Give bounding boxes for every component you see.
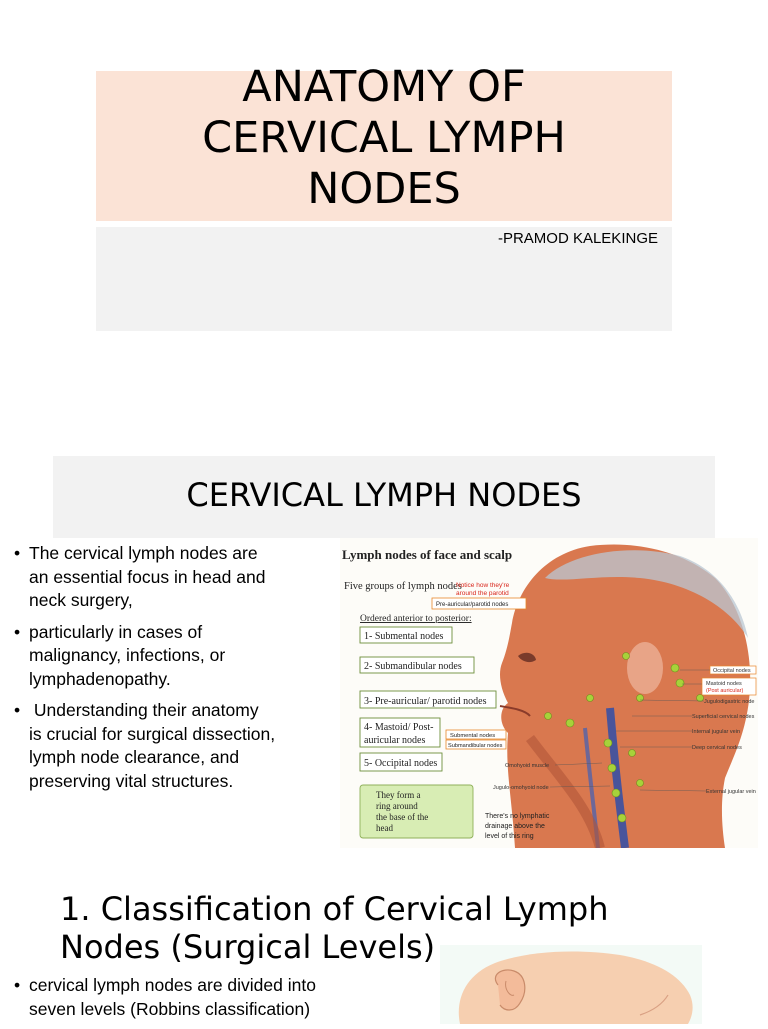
group-submental: 1- Submental nodes — [364, 631, 444, 642]
bullet-list — [14, 974, 414, 1029]
note-line: level of this ring — [485, 833, 534, 840]
group-pre-auricular: 3- Pre-auricular/ parotid nodes — [364, 696, 487, 707]
head-levels-figure — [440, 945, 702, 1024]
bullet-line: lymphadenopathy. — [29, 668, 171, 689]
ring-line: head — [376, 823, 393, 833]
note-line: drainage above the — [485, 823, 545, 830]
internal-jugular-label: Internal jugular vein — [692, 729, 741, 735]
ring-line: the base of the — [376, 812, 429, 822]
bullet-item: • cervical lymph nodes are divided into seven levels (Robbins classification) — [14, 974, 414, 1021]
post-auricular-label: (Post auricular) — [706, 688, 744, 694]
bullet-line: preserving vital structures. — [29, 770, 234, 791]
pre-auricular-tag: Pre-auricular/parotid nodes — [436, 602, 509, 608]
section-heading: CERVICAL LYMPH NODES — [186, 476, 582, 514]
heading-line: 1. Classification of Cervical Lymph — [60, 890, 609, 928]
head-illustration — [500, 545, 750, 848]
bullet-item: • The cervical lymph nodes are an essential focus in head and neck surgery, — [14, 542, 314, 613]
occipital-label: Occipital nodes — [713, 668, 751, 674]
group-mastoid: auricular nodes — [364, 735, 426, 746]
jugulodigastric-label: Jugulodigastric node — [704, 699, 755, 705]
bullet-line: Understanding their anatomy — [29, 700, 259, 720]
jugulo-omohyoid-label: Jugulo-omohyoid node — [493, 785, 549, 791]
author-name: -PRAMOD KALEKINGE — [497, 230, 658, 247]
bullet-line: cervical lymph nodes are divided into — [29, 975, 316, 995]
bullet-line: lymph node clearance, and — [29, 747, 240, 767]
group-mastoid: 4- Mastoid/ Post- — [364, 722, 434, 733]
bullet-line: neck surgery, — [29, 590, 133, 610]
ring-line: ring around — [376, 801, 418, 811]
mastoid-label: Mastoid nodes — [706, 681, 742, 687]
ordered-label: Ordered anterior to posterior: — [360, 614, 472, 624]
submandibular-tag: Submandibular nodes — [448, 743, 503, 749]
title-line: ANATOMY OF — [242, 62, 526, 112]
notice-label: Notice how they're — [456, 582, 510, 589]
omohyoid-label: Omohyoid muscle — [505, 763, 550, 769]
group-submandibular: 2- Submandibular nodes — [364, 661, 462, 672]
bullet-line: malignancy, infections, or — [29, 645, 226, 665]
deep-cervical-label: Deep cervical nodes — [692, 745, 742, 751]
bullet-line: seven levels (Robbins classification) — [29, 998, 311, 1019]
title-line: CERVICAL LYMPH — [202, 113, 566, 163]
bullet-line: an essential focus in head and — [29, 566, 266, 587]
figure-subtitle: Five groups of lymph nodes — [344, 581, 462, 592]
lymph-nodes-figure — [340, 538, 758, 848]
note-line: There's no lymphatic — [485, 813, 550, 820]
heading-line: Nodes (Surgical Levels) — [60, 928, 436, 966]
figure-title: Lymph nodes of face and scalp — [342, 547, 513, 562]
bullet-item: • particularly in cases of malignancy, infections, or lymphadenopathy. — [14, 621, 314, 692]
ring-line: They form a — [376, 790, 421, 800]
bullet-item: • Understanding their anatomy is crucial for surgical dissection, lymph node clearance, and preserving vital structures. — [14, 699, 314, 793]
bullet-line: The cervical lymph nodes are — [29, 543, 258, 563]
bullet-line: particularly in cases of — [29, 621, 203, 642]
bullet-line: is crucial for surgical dissection, — [29, 723, 276, 744]
submental-tag: Submental nodes — [450, 733, 496, 739]
superficial-cervical-label: Superficial cervical nodes — [692, 714, 755, 720]
notice-label: around the parotid — [456, 590, 509, 597]
external-jugular-label: External jugular vein — [706, 789, 756, 795]
slide-title — [96, 62, 672, 215]
bullet-list — [14, 542, 314, 801]
title-line: NODES — [307, 164, 461, 214]
group-occipital: 5- Occipital nodes — [364, 758, 438, 769]
